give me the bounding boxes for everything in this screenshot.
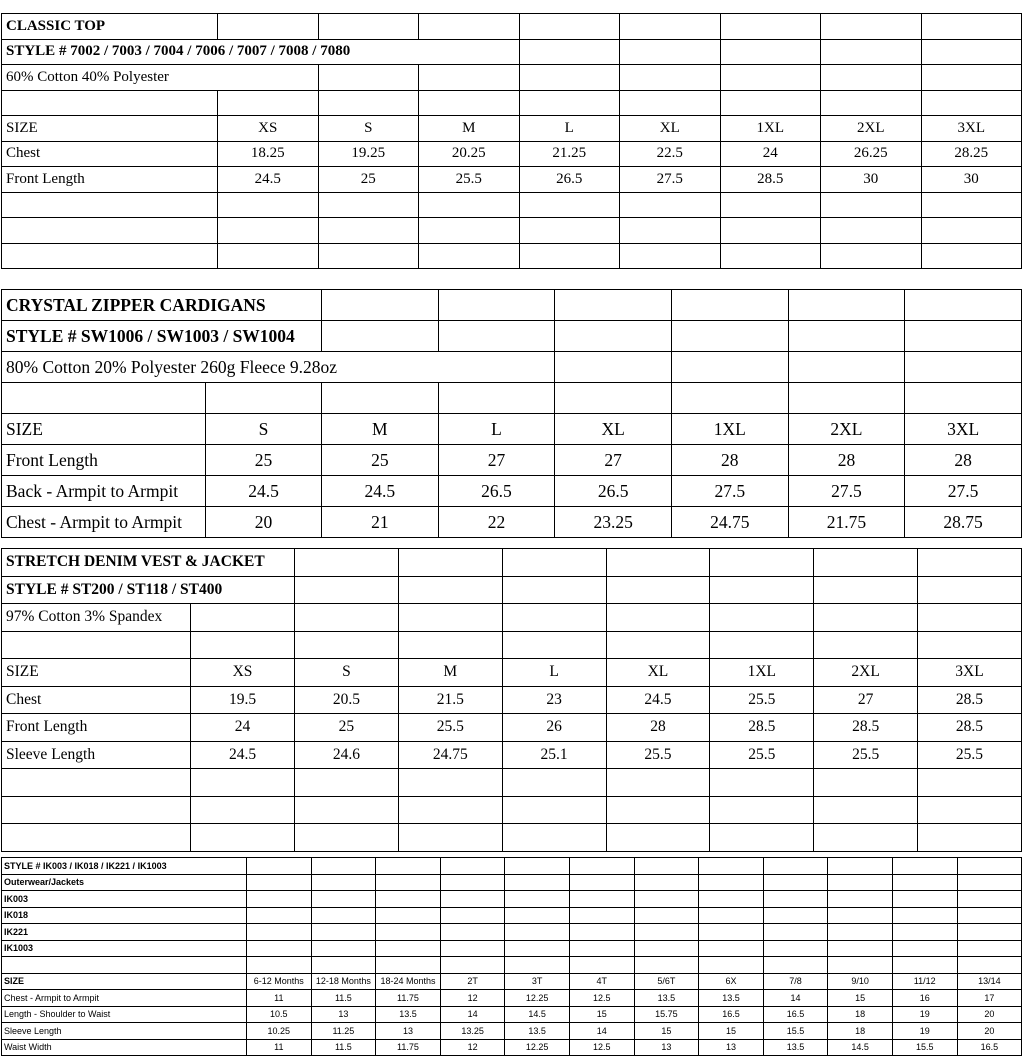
value-cell: 25.5 (710, 686, 814, 714)
size-label: SIZE (2, 116, 218, 142)
size-cell: 12-18 Months (311, 973, 376, 990)
item-label: IK1003 (2, 940, 247, 957)
value-cell: 19 (892, 1023, 957, 1040)
value-cell: 11 (247, 990, 312, 1007)
value-cell: 27 (555, 445, 672, 476)
value-cell: 25 (206, 445, 322, 476)
value-cell: 16.5 (763, 1006, 828, 1023)
size-cell: 1XL (671, 414, 788, 445)
value-cell: 14 (763, 990, 828, 1007)
value-cell: 24.75 (671, 507, 788, 538)
measure-label: Chest - Armpit to Armpit (2, 507, 206, 538)
value-cell: 28.5 (918, 714, 1022, 742)
value-cell: 30 (821, 167, 922, 193)
value-cell: 12.25 (505, 1039, 570, 1056)
style-numbers: STYLE # 7002 / 7003 / 7004 / 7006 / 7007 / 7008 / 7080 (2, 39, 520, 65)
value-cell: 28.5 (720, 167, 821, 193)
size-label: SIZE (2, 414, 206, 445)
size-cell: 3T (505, 973, 570, 990)
measure-label: Back - Armpit to Armpit (2, 476, 206, 507)
value-cell: 13.5 (634, 990, 699, 1007)
table-row (2, 445, 1022, 476)
value-cell: 13 (699, 1039, 764, 1056)
value-cell: 15 (569, 1006, 634, 1023)
value-cell: 25.1 (502, 741, 606, 769)
value-cell: 16.5 (699, 1006, 764, 1023)
size-cell: 7/8 (763, 973, 828, 990)
table-row (2, 769, 1022, 797)
size-cell: M (419, 116, 520, 142)
table-row (2, 192, 1022, 218)
value-cell: 28 (905, 445, 1022, 476)
value-cell: 26.25 (821, 141, 922, 167)
measure-label: Sleeve Length (2, 741, 191, 769)
value-cell: 16 (892, 990, 957, 1007)
value-cell: 13.25 (440, 1023, 505, 1040)
value-cell: 20 (957, 1006, 1022, 1023)
value-cell: 14.5 (828, 1039, 893, 1056)
value-cell: 14 (440, 1006, 505, 1023)
table-row (2, 604, 1022, 632)
size-label: SIZE (2, 659, 191, 687)
value-cell: 25.5 (419, 167, 520, 193)
measure-label: Waist Width (2, 1039, 247, 1056)
material: 60% Cotton 40% Polyester (2, 65, 319, 91)
table-row (2, 940, 1022, 957)
size-cell: 3XL (905, 414, 1022, 445)
material: 97% Cotton 3% Spandex (2, 604, 191, 632)
measure-label: Chest - Armpit to Armpit (2, 990, 247, 1007)
table-row (2, 858, 1022, 875)
size-cell: 2XL (788, 414, 905, 445)
value-cell: 10.5 (247, 1006, 312, 1023)
table-row (2, 1023, 1022, 1040)
value-cell: 21.75 (788, 507, 905, 538)
value-cell: 15 (699, 1023, 764, 1040)
value-cell: 10.25 (247, 1023, 312, 1040)
table-row (2, 507, 1022, 538)
table-row (2, 14, 1022, 40)
measure-label: Chest (2, 141, 218, 167)
value-cell: 26.5 (555, 476, 672, 507)
kids-outerwear-table (1, 857, 1022, 1056)
table-row (2, 352, 1022, 383)
size-cell: M (398, 659, 502, 687)
size-cell: 9/10 (828, 973, 893, 990)
style-numbers: STYLE # ST200 / ST118 / ST400 (2, 576, 295, 604)
value-cell: 15 (634, 1023, 699, 1040)
value-cell: 25.5 (710, 741, 814, 769)
value-cell: 21.25 (519, 141, 620, 167)
size-cell: 2T (440, 973, 505, 990)
value-cell: 12 (440, 990, 505, 1007)
value-cell: 20.5 (295, 686, 399, 714)
size-header-row (2, 659, 1022, 687)
value-cell: 25.5 (918, 741, 1022, 769)
value-cell: 26.5 (438, 476, 555, 507)
value-cell: 19 (892, 1006, 957, 1023)
crystal-zipper-table (1, 289, 1022, 538)
value-cell: 25 (322, 445, 439, 476)
section-title: CLASSIC TOP (2, 14, 218, 40)
size-cell: S (295, 659, 399, 687)
item-label: IK003 (2, 891, 247, 908)
stretch-denim-table (1, 548, 1022, 852)
table-row (2, 218, 1022, 244)
value-cell: 19.25 (318, 141, 419, 167)
value-cell: 24.5 (322, 476, 439, 507)
value-cell: 28.25 (921, 141, 1022, 167)
value-cell: 25.5 (814, 741, 918, 769)
value-cell: 20.25 (419, 141, 520, 167)
table-row (2, 141, 1022, 167)
table-row (2, 65, 1022, 91)
value-cell: 25.5 (606, 741, 710, 769)
value-cell: 19.5 (191, 686, 295, 714)
value-cell: 15 (828, 990, 893, 1007)
size-cell: 11/12 (892, 973, 957, 990)
measure-label: Front Length (2, 714, 191, 742)
table-row (2, 874, 1022, 891)
value-cell: 11 (247, 1039, 312, 1056)
value-cell: 20 (206, 507, 322, 538)
size-cell: XL (555, 414, 672, 445)
size-cell: XL (606, 659, 710, 687)
style-numbers: STYLE # SW1006 / SW1003 / SW1004 (2, 321, 322, 352)
size-cell: 3XL (918, 659, 1022, 687)
table-row (2, 90, 1022, 116)
value-cell: 13.5 (763, 1039, 828, 1056)
value-cell: 18 (828, 1023, 893, 1040)
table-row (2, 476, 1022, 507)
value-cell: 15.75 (634, 1006, 699, 1023)
table-row (2, 576, 1022, 604)
table-row (2, 1006, 1022, 1023)
size-cell: L (502, 659, 606, 687)
table-row (2, 686, 1022, 714)
value-cell: 13.5 (699, 990, 764, 1007)
value-cell: 24.5 (206, 476, 322, 507)
table-row (2, 1039, 1022, 1056)
value-cell: 24 (720, 141, 821, 167)
table-row (2, 824, 1022, 852)
measure-label: Front Length (2, 167, 218, 193)
value-cell: 11.25 (311, 1023, 376, 1040)
size-cell: 1XL (710, 659, 814, 687)
value-cell: 28.75 (905, 507, 1022, 538)
value-cell: 13 (376, 1023, 441, 1040)
value-cell: 28.5 (918, 686, 1022, 714)
size-cell: L (438, 414, 555, 445)
table-row (2, 321, 1022, 352)
item-label: IK221 (2, 924, 247, 941)
value-cell: 23 (502, 686, 606, 714)
size-cell: 2XL (814, 659, 918, 687)
size-label: SIZE (2, 973, 247, 990)
value-cell: 24.5 (218, 167, 319, 193)
value-cell: 11.75 (376, 990, 441, 1007)
value-cell: 26.5 (519, 167, 620, 193)
value-cell: 24.75 (398, 741, 502, 769)
value-cell: 27.5 (788, 476, 905, 507)
measure-label: Front Length (2, 445, 206, 476)
value-cell: 14 (569, 1023, 634, 1040)
size-header-row (2, 414, 1022, 445)
value-cell: 24 (191, 714, 295, 742)
material: 80% Cotton 20% Polyester 260g Fleece 9.28oz (2, 352, 555, 383)
category-label: Outerwear/Jackets (2, 874, 247, 891)
value-cell: 15.5 (892, 1039, 957, 1056)
value-cell: 18 (828, 1006, 893, 1023)
value-cell: 27.5 (905, 476, 1022, 507)
value-cell: 12.5 (569, 990, 634, 1007)
value-cell: 12 (440, 1039, 505, 1056)
size-cell: 6-12 Months (247, 973, 312, 990)
table-row (2, 924, 1022, 941)
value-cell: 28 (788, 445, 905, 476)
value-cell: 24.6 (295, 741, 399, 769)
size-cell: 2XL (821, 116, 922, 142)
size-cell: L (519, 116, 620, 142)
value-cell: 11.75 (376, 1039, 441, 1056)
value-cell: 27.5 (671, 476, 788, 507)
value-cell: 23.25 (555, 507, 672, 538)
table-row (2, 167, 1022, 193)
table-row (2, 741, 1022, 769)
value-cell: 28 (606, 714, 710, 742)
size-header-row (2, 973, 1022, 990)
classic-top-table (1, 13, 1022, 269)
value-cell: 22 (438, 507, 555, 538)
size-cell: 1XL (720, 116, 821, 142)
value-cell: 21 (322, 507, 439, 538)
value-cell: 12.25 (505, 990, 570, 1007)
table-row (2, 957, 1022, 974)
table-row (2, 891, 1022, 908)
value-cell: 17 (957, 990, 1022, 1007)
value-cell: 16.5 (957, 1039, 1022, 1056)
value-cell: 24.5 (606, 686, 710, 714)
size-cell: XS (218, 116, 319, 142)
size-cell: 4T (569, 973, 634, 990)
size-cell: S (318, 116, 419, 142)
size-cell: XL (620, 116, 721, 142)
size-cell: 3XL (921, 116, 1022, 142)
table-row (2, 243, 1022, 269)
value-cell: 20 (957, 1023, 1022, 1040)
table-row (2, 383, 1022, 414)
value-cell: 27 (438, 445, 555, 476)
value-cell: 14.5 (505, 1006, 570, 1023)
value-cell: 13 (634, 1039, 699, 1056)
size-cell: M (322, 414, 439, 445)
table-row (2, 290, 1022, 321)
value-cell: 11.5 (311, 990, 376, 1007)
table-row (2, 631, 1022, 659)
size-cell: 5/6T (634, 973, 699, 990)
value-cell: 28.5 (814, 714, 918, 742)
measure-label: Length - Shoulder to Waist (2, 1006, 247, 1023)
value-cell: 15.5 (763, 1023, 828, 1040)
value-cell: 12.5 (569, 1039, 634, 1056)
table-row (2, 714, 1022, 742)
value-cell: 24.5 (191, 741, 295, 769)
value-cell: 25 (318, 167, 419, 193)
table-row (2, 549, 1022, 577)
table-row (2, 796, 1022, 824)
size-cell: S (206, 414, 322, 445)
value-cell: 18.25 (218, 141, 319, 167)
value-cell: 25 (295, 714, 399, 742)
table-row (2, 907, 1022, 924)
value-cell: 27.5 (620, 167, 721, 193)
measure-label: Sleeve Length (2, 1023, 247, 1040)
table-row (2, 990, 1022, 1007)
value-cell: 28.5 (710, 714, 814, 742)
value-cell: 28 (671, 445, 788, 476)
value-cell: 27 (814, 686, 918, 714)
value-cell: 26 (502, 714, 606, 742)
section-title: CRYSTAL ZIPPER CARDIGANS (2, 290, 322, 321)
table-row (2, 39, 1022, 65)
style-numbers: STYLE # IK003 / IK018 / IK221 / IK1003 (2, 858, 247, 875)
value-cell: 30 (921, 167, 1022, 193)
value-cell: 21.5 (398, 686, 502, 714)
value-cell: 13 (311, 1006, 376, 1023)
item-label: IK018 (2, 907, 247, 924)
value-cell: 13.5 (376, 1006, 441, 1023)
size-cell: XS (191, 659, 295, 687)
size-cell: 6X (699, 973, 764, 990)
size-header-row (2, 116, 1022, 142)
value-cell: 22.5 (620, 141, 721, 167)
section-title: STRETCH DENIM VEST & JACKET (2, 549, 295, 577)
value-cell: 13.5 (505, 1023, 570, 1040)
value-cell: 25.5 (398, 714, 502, 742)
value-cell: 11.5 (311, 1039, 376, 1056)
size-cell: 18-24 Months (376, 973, 441, 990)
measure-label: Chest (2, 686, 191, 714)
size-cell: 13/14 (957, 973, 1022, 990)
